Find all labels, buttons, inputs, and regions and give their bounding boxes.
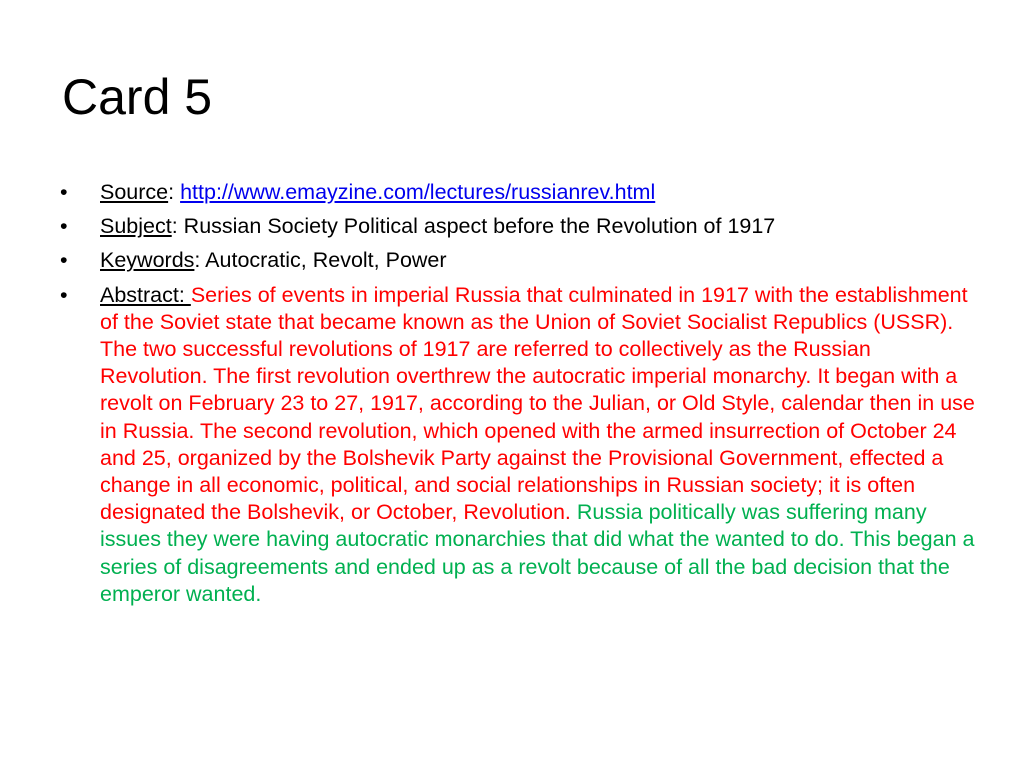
bullet-abstract: [60, 282, 980, 608]
keywords-label: Keywords: [100, 248, 195, 273]
bullet-list: [60, 179, 980, 615]
abstract-label: Abstract:: [100, 282, 191, 307]
slide-title: Card 5: [62, 69, 213, 125]
source-link[interactable]: http://www.emayzine.com/lectures/russianrev.html: [180, 180, 656, 204]
bullet-keywords: [60, 247, 980, 274]
bullet-source: [60, 179, 980, 206]
subject-label: Subject: [100, 214, 172, 239]
subject-text: Russian Society Political aspect before the Revolution of 1917: [183, 214, 776, 239]
keywords-text: Autocratic, Revolt, Power: [205, 248, 447, 273]
bullet-icon: •: [60, 180, 68, 204]
subject-separator: :: [171, 214, 184, 239]
bullet-icon: •: [60, 248, 68, 273]
abstract-red-text: Series of events in imperial Russia that culminated in 1917 with the establishment of the Soviet state that became known as the Union of Soviet Socialist Republics (USSR). The two successful revolutions of 1917 are referred to collectively as the Russian Revolution. The first revolution overthrew the autocratic imperial monarchy. It began with a revolt on February 23 to 27, 1917, according to the Julian, or Old Style, calendar then in use in Russia. The second revolution, which opened with the armed insurrection of October 24 and 25, organized by the Bolshevik Party against the Provisional Government, effected a change in all economic, political, and social relationships in Russian society; it is often designated the Bolshevik, or October, Revolution.: [100, 282, 975, 525]
source-separator: :: [168, 180, 181, 204]
bullet-subject: [60, 213, 980, 240]
source-label: Source: [100, 180, 169, 204]
bullet-icon: •: [60, 282, 68, 307]
bullet-icon: •: [60, 214, 68, 239]
keywords-separator: :: [194, 248, 206, 273]
abstract-green-text: Russia politically was suffering many issues they were having autocratic monarchies that did what the wanted to do. This began a series of disagreements and ended up as a revolt because of all the bad decision that the emperor wanted.: [100, 500, 975, 606]
